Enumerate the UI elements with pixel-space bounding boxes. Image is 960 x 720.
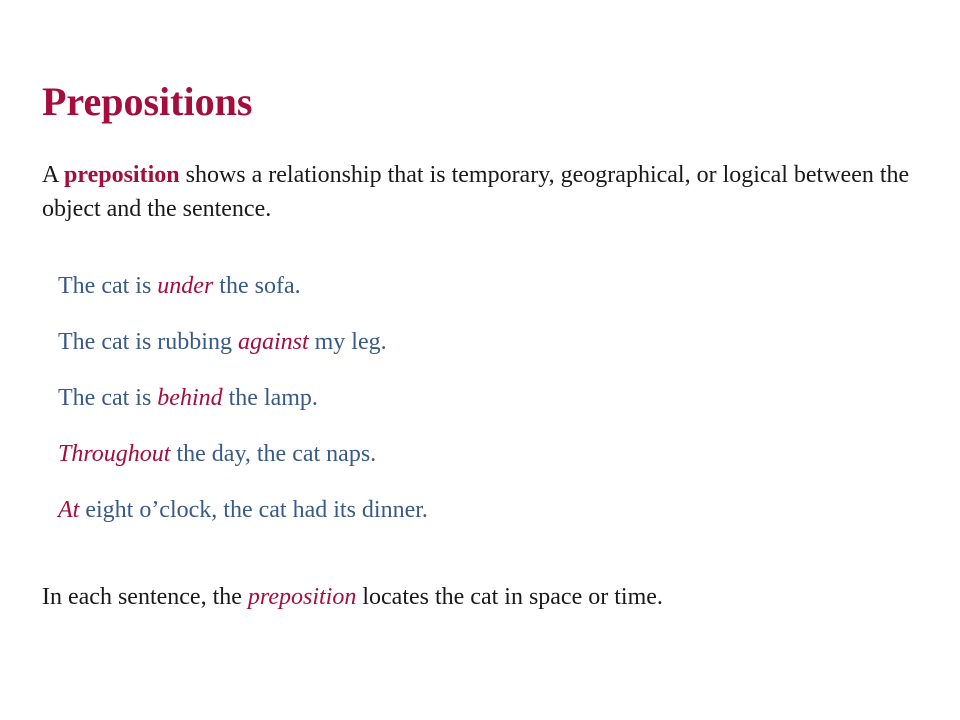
example-preposition: against — [237, 329, 309, 355]
example-preposition: Throughout — [58, 441, 171, 467]
example-before: The cat is — [58, 273, 158, 299]
conclusion-before: In each sentence, the — [42, 584, 248, 610]
example-after: the day, the cat naps. — [170, 441, 377, 467]
example-sentence — [58, 268, 428, 324]
conclusion-preposition: preposition — [247, 584, 357, 610]
example-sentence — [58, 436, 428, 492]
definition-term: preposition — [64, 162, 180, 188]
example-before: The cat is — [58, 385, 158, 411]
example-before: The cat is rubbing — [58, 329, 238, 355]
example-after: my leg. — [308, 329, 387, 355]
slide-title: Prepositions — [42, 79, 253, 124]
definition-start: A — [42, 162, 65, 188]
definition-paragraph — [42, 158, 922, 226]
example-sentence — [58, 492, 428, 548]
example-sentence — [58, 380, 428, 436]
example-preposition: under — [157, 273, 214, 299]
example-after: eight o’clock, the cat had its dinner. — [79, 497, 428, 523]
conclusion-sentence — [42, 580, 663, 614]
example-after: the lamp. — [222, 385, 318, 411]
example-preposition: behind — [157, 385, 223, 411]
definition-rest: shows a relationship that is temporary, geographical, or logical between the object and the sentence. — [42, 162, 910, 222]
example-sentence — [58, 324, 428, 380]
conclusion-after: locates the cat in space or time. — [356, 584, 663, 610]
example-preposition: At — [58, 497, 80, 523]
example-after: the sofa. — [213, 273, 301, 299]
example-list — [58, 268, 428, 548]
